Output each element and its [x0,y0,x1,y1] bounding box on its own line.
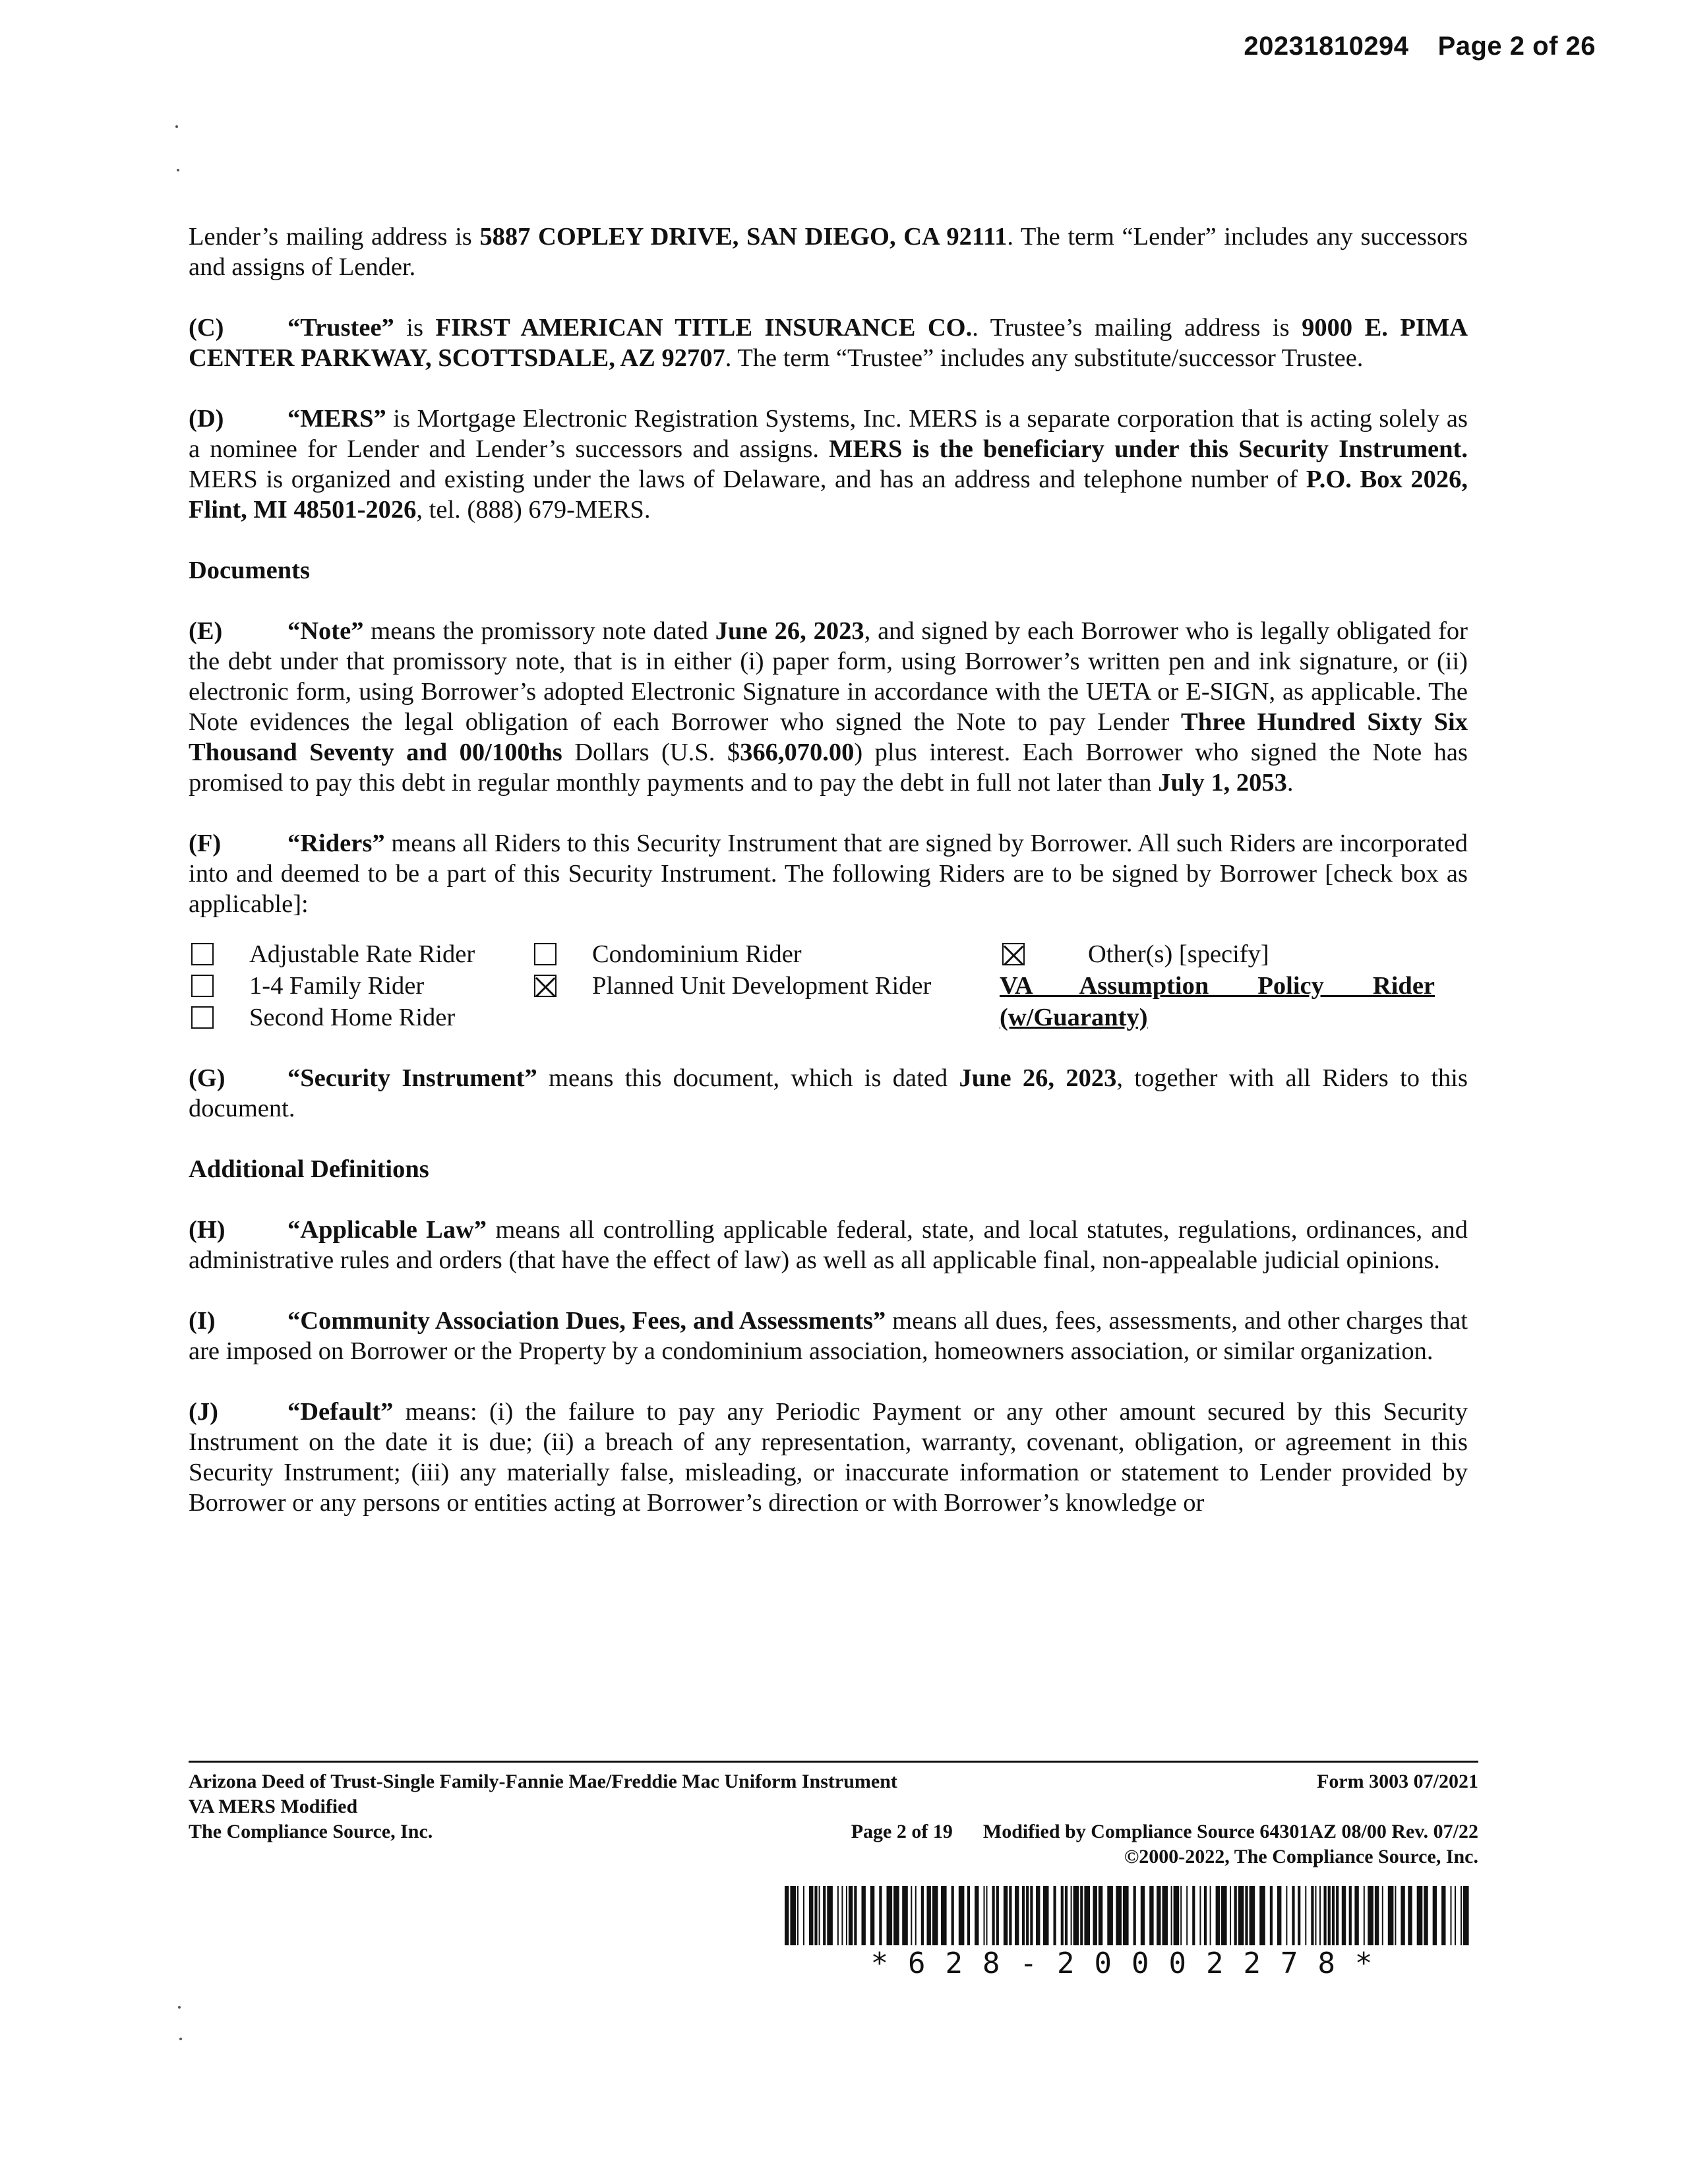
barcode-bar [1368,1886,1373,1945]
barcode-bar [1221,1886,1227,1945]
barcode-bar [1004,1886,1008,1945]
other-rider-specification: VA Assumption Policy Rider [1000,972,1435,1000]
barcode-bar [915,1886,917,1945]
barcode-bar [1065,1886,1068,1945]
note-paragraph [189,616,1468,798]
barcode-bar [849,1886,853,1945]
barcode-bar [1388,1886,1394,1945]
barcode-bar [1319,1886,1321,1945]
barcode-bar [1270,1886,1273,1945]
text: . The term “Trustee” includes any substitute/successor Trustee. [725,344,1364,372]
section-label: (C) [189,314,224,342]
barcode-bar [1292,1886,1294,1945]
barcode-bar [1043,1886,1049,1945]
barcode-bar [1216,1886,1220,1945]
barcode-bar [1186,1886,1188,1945]
barcode-bar [927,1886,931,1945]
barcode-bar [975,1886,979,1945]
barcode-bar [1332,1886,1335,1945]
barcode-bar [1286,1886,1287,1945]
barcode-bar [959,1886,965,1945]
barcode-bar [1401,1886,1404,1945]
barcode-bar [1061,1886,1064,1945]
form-modified-note: Modified by Compliance Source 64301AZ 08/00 Rev. 07/22 [982,1821,1478,1842]
barcode-bar [911,1886,912,1945]
barcode-bar [996,1886,999,1945]
barcode-bar [1099,1886,1102,1945]
scan-speck [178,2006,181,2009]
barcode-bar [1451,1886,1452,1945]
rider-label: Other(s) [specify] [1088,940,1269,968]
barcode-bar [1141,1886,1145,1945]
barcode-bar [846,1886,847,1945]
barcode-bar [1009,1886,1011,1945]
barcode-bar [951,1886,954,1945]
barcode-bar [1093,1886,1097,1945]
barcode-bar [1180,1886,1182,1945]
page-count: Page 2 of 26 [1437,32,1596,61]
barcode-bar [1259,1886,1265,1945]
scan-speck [177,169,179,171]
form-title: Arizona Deed of Trust-Single Family-Fannie Mae/Freddie Mac Uniform Instrument [189,1771,897,1792]
barcode-bar [1395,1886,1396,1945]
default-paragraph [189,1397,1468,1518]
barcode-bar [1210,1886,1211,1945]
text: means: (i) the failure to pay any Periodic Payment or any other amount secured by this Security Instrument on the date it is due; (ii) a breach of any representation, warranty, covenant, obligation, or agreement in this Security Instrument; (iii) any materially false, misleading, or inaccurate information or statement to Lender provided by Borrower or any persons or entities acting at Borrower’s direction or with Borrower’s knowledge or [189,1398,1468,1517]
defined-term: “Community Association Dues, Fees, and Assessments” [287,1307,886,1335]
barcode-bar [1315,1886,1317,1945]
rider-option-second-home[interactable] [189,1002,531,1033]
instrument-date: June 26, 2023 [959,1064,1117,1092]
text: , together with all Riders to this document. [189,1064,1468,1122]
section-label: (I) [189,1307,216,1335]
applicable-law-paragraph [189,1215,1468,1275]
barcode-bar [1022,1886,1025,1945]
barcode-bar [941,1886,947,1945]
barcode-bar [967,1886,970,1945]
defined-term: “Note” [287,617,364,645]
section-label: (J) [189,1398,218,1426]
text: means all controlling applicable federal, state, and local statutes, regulations, ordinances, and administrative rules and orders (that have the effect of law) as well as all applicable final, non-appealable judicial opinions. [189,1216,1468,1274]
loan-amount: 366,070.00 [740,739,855,766]
checkbox[interactable] [534,943,557,965]
barcode-bar [879,1886,882,1945]
text: , and signed by each Borrower who is legally obligated for the debt under that promissory note, that is in either (i) paper form, using Borrower’s written pen and ink signature, or (ii) electronic form, using Borrower’s adopted Electronic Signature in accordance with the UETA or E-SIGN, as applicable. The Note evidences the legal obligation of each Borrower who signed the Note to pay Lender [189,617,1468,736]
barcode-bar [1123,1886,1129,1945]
barcode-text: *628-20002278* [870,1947,1393,1980]
defined-term: “Security Instrument” [287,1064,537,1092]
text: ) plus interest. Each Borrower who signed the Note has promised to pay this debt in regular monthly payments and to pay the debt in full not later than [189,739,1468,797]
text: is [394,314,436,342]
barcode-bar [1382,1886,1383,1945]
barcode-bar [1298,1886,1300,1945]
barcode-bar [1417,1886,1423,1945]
defined-term: “Trustee” [287,314,394,342]
barcode-bar [1192,1886,1195,1945]
barcode-bar [1324,1886,1327,1945]
rider-option-condominium[interactable] [531,939,1000,969]
barcode-bar [1071,1886,1072,1945]
barcode-bar [1364,1886,1365,1945]
grid-spacer [531,1002,1000,1033]
note-date: June 26, 2023 [715,617,864,645]
barcode-bar [887,1886,893,1945]
barcode-bar [1311,1886,1313,1945]
barcode-bar [1199,1886,1201,1945]
barcode-bar [1036,1886,1040,1945]
barcode-bar [1342,1886,1346,1945]
barcode-bar [1149,1886,1153,1945]
document-number: 20231810294 [1244,32,1409,61]
form-company: The Compliance Source, Inc. [189,1821,433,1842]
barcode-bar [803,1886,804,1945]
document-body [189,222,1468,1548]
rider-option-other[interactable] [1000,939,1448,969]
form-number: Form 3003 07/2021 [1317,1771,1478,1792]
defined-term: “Riders” [287,830,385,857]
barcode-bar [785,1886,789,1945]
rider-option-pud[interactable] [531,971,1000,1001]
rider-option-1-4-family[interactable] [189,971,531,1001]
barcode-bar [1441,1886,1445,1945]
community-association-paragraph [189,1306,1468,1366]
checkbox[interactable] [191,943,214,965]
barcode [785,1886,1478,1980]
barcode-bar [1026,1886,1029,1945]
rider-label: Condominium Rider [592,940,802,968]
barcode-bar [921,1886,924,1945]
rider-option-adjustable-rate[interactable] [189,939,531,969]
barcode-bar [1107,1886,1113,1945]
barcode-bar [902,1886,908,1945]
barcode-bar [854,1886,857,1945]
barcode-bar [797,1886,799,1945]
text: , tel. (888) 679-MERS. [416,496,651,524]
barcode-bar [1234,1886,1237,1945]
barcode-bar [1054,1886,1056,1945]
barcode-bar [986,1886,988,1945]
checkbox[interactable] [534,975,557,997]
lender-address-paragraph [189,222,1468,282]
barcode-bar [823,1886,826,1945]
form-page-number: Page 2 of 19 [851,1821,953,1842]
barcode-bar [1015,1886,1019,1945]
checkbox[interactable] [191,1006,214,1029]
barcode-bar [1084,1886,1090,1945]
rider-label: Planned Unit Development Rider [592,972,932,1000]
barcode-bars [785,1886,1478,1945]
barcode-bar [1250,1886,1255,1945]
mers-address: P.O. Box 2026, Flint, MI 48501-2026 [189,466,1468,524]
text: means all dues, fees, assessments, and other charges that are imposed on Borrower or the Property by a condominium association, homeowners association, or similar organization. [189,1307,1468,1365]
rider-label: Adjustable Rate Rider [249,940,475,968]
barcode-bar [1230,1886,1231,1945]
barcode-bar [1433,1886,1437,1945]
barcode-bar [1408,1886,1412,1945]
lender-address: 5887 COPLEY DRIVE, SAN DIEGO, CA 92111 [479,223,1008,251]
riders-paragraph [189,828,1468,919]
trustee-paragraph [189,313,1468,373]
barcode-bar [1162,1886,1168,1945]
form-footer [189,1761,1478,1869]
barcode-bar [809,1886,813,1945]
text: is Mortgage Electronic Registration Systems, Inc. MERS is a separate corporation that is acting solely as a nominee for Lender and Lender’s successors and assigns. [189,405,1468,463]
documents-heading: Documents [189,557,310,584]
loan-amount-words: Three Hundred Sixty Six Thousand Seventy and 00/100ths [189,708,1468,766]
text: means all Riders to this Security Instrument that are signed by Borrower. All such Riders are incorporated into and deemed to be a part of this Security Instrument. The following Riders are to be signed by Borrower [check box as applicable]: [189,830,1468,918]
text: means this document, which is dated [537,1064,959,1092]
form-subtitle: VA MERS Modified [189,1796,358,1817]
text: Dollars (U.S. $ [562,739,740,766]
barcode-bar [1116,1886,1122,1945]
text: MERS is organized and existing under the laws of Delaware, and has an address and telephone number of [189,466,1306,493]
barcode-bar [862,1886,866,1945]
section-label: (F) [189,830,222,857]
rider-label: 1-4 Family Rider [249,972,425,1000]
text: . Trustee’s mailing address is [972,314,1302,342]
barcode-bar [1133,1886,1136,1945]
barcode-bar [870,1886,874,1945]
defined-term: “Default” [287,1398,394,1426]
additional-definitions-heading: Additional Definitions [189,1155,429,1183]
barcode-bar [1336,1886,1339,1945]
page-identifier [1244,32,1596,61]
barcode-bar [841,1886,843,1945]
other-rider-specification-line2: (w/Guaranty) [1000,1004,1148,1031]
barcode-bar [1080,1886,1083,1945]
mers-paragraph [189,404,1468,525]
barcode-bar [1030,1886,1033,1945]
barcode-bar [932,1886,938,1945]
barcode-bar [790,1886,796,1945]
text: . The term “Lender” includes any successors and assigns of Lender. [189,223,1468,281]
barcode-bar [1174,1886,1180,1945]
maturity-date: July 1, 2053 [1158,769,1287,797]
checkbox[interactable] [1002,943,1025,965]
barcode-bar [1461,1886,1462,1945]
section-label: (H) [189,1216,226,1244]
security-instrument-paragraph [189,1063,1468,1124]
trustee-name: FIRST AMERICAN TITLE INSURANCE CO. [435,314,973,342]
barcode-bar [814,1886,817,1945]
barcode-bar [1171,1886,1172,1945]
barcode-bar [893,1886,899,1945]
text: Lender’s mailing address is [189,223,480,251]
barcode-bar [1157,1886,1160,1945]
trustee-address: 9000 E. PIMA CENTER PARKWAY, SCOTTSDALE, AZ 92707 [189,314,1468,372]
barcode-bar [1204,1886,1207,1945]
defined-term: “MERS” [287,405,386,433]
barcode-bar [1375,1886,1379,1945]
barcode-bar [1463,1886,1469,1945]
barcode-bar [1245,1886,1248,1945]
barcode-bar [1424,1886,1428,1945]
barcode-bar [827,1886,833,1945]
text: means the promissory note dated [363,617,715,645]
form-copyright: ©2000-2022, The Compliance Source, Inc. [1124,1846,1478,1867]
mers-beneficiary-statement: MERS is the beneficiary under this Security Instrument. [829,435,1468,463]
rider-checkbox-grid [189,939,1468,1033]
section-label: (D) [189,405,224,433]
barcode-bar [1349,1886,1352,1945]
section-label: (E) [189,617,223,645]
barcode-bar [819,1886,820,1945]
barcode-bar [1354,1886,1358,1945]
section-label: (G) [189,1064,226,1092]
barcode-bar [1073,1886,1079,1945]
barcode-bar [1328,1886,1331,1945]
rider-label: Second Home Rider [249,1004,456,1031]
barcode-bar [1305,1886,1306,1945]
scan-speck [179,2038,182,2040]
barcode-bar [1455,1886,1456,1945]
barcode-bar [984,1886,985,1945]
scan-speck [175,125,178,128]
barcode-bar [1277,1886,1281,1945]
barcode-bar [992,1886,995,1945]
barcode-bar [1238,1886,1244,1945]
text: . [1286,769,1294,797]
barcode-bar [837,1886,839,1945]
checkbox[interactable] [191,975,214,997]
defined-term: “Applicable Law” [287,1216,487,1244]
